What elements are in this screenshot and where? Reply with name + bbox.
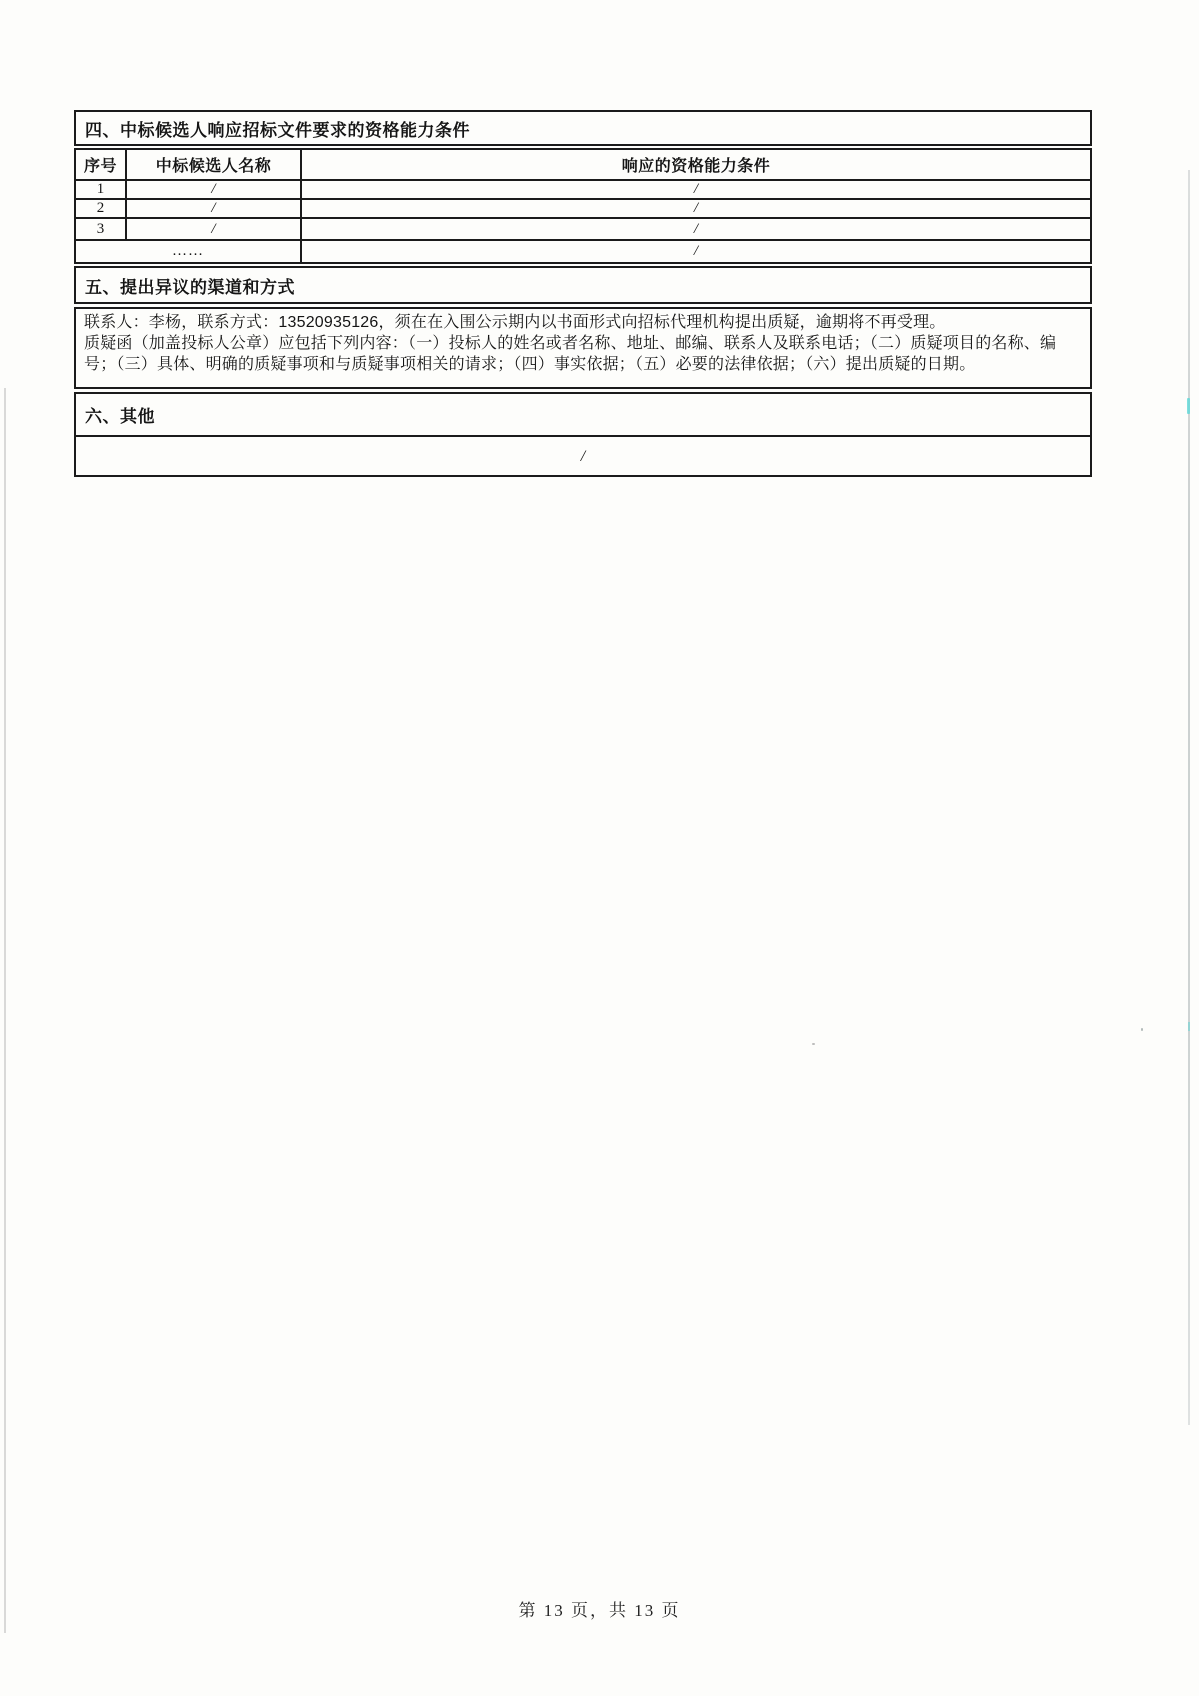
table-row-ellipsis xyxy=(75,240,1091,263)
row-qualification: / xyxy=(301,199,1091,218)
section5-objection-text xyxy=(74,307,1092,389)
row-seq: 3 xyxy=(75,218,126,240)
candidates-table xyxy=(74,148,1092,264)
scan-artifact-cyan-segment xyxy=(1188,1022,1190,1031)
row-qualification: / xyxy=(301,180,1091,199)
table-row xyxy=(75,180,1091,199)
row-seq: 2 xyxy=(75,199,126,218)
page-number-footer: 第 13 页，共 13 页 xyxy=(518,1601,681,1620)
section6-title: 六、其他 xyxy=(76,394,1090,437)
column-header-candidate-name: 中标候选人名称 xyxy=(126,149,301,180)
table-row xyxy=(75,218,1091,240)
row-qualification: / xyxy=(301,240,1091,263)
row-candidate-name: / xyxy=(126,180,301,199)
row-candidate-name: / xyxy=(126,218,301,240)
row-qualification: / xyxy=(301,218,1091,240)
scan-artifact-cyan-segment xyxy=(1187,398,1190,414)
scan-speck xyxy=(812,1043,815,1045)
scan-artifact-line-left xyxy=(4,388,6,1633)
section6-box xyxy=(74,392,1092,477)
column-header-qualification: 响应的资格能力条件 xyxy=(301,149,1091,180)
scan-artifact-line-right xyxy=(1188,170,1190,1425)
row-seq: 1 xyxy=(75,180,126,199)
table-row xyxy=(75,199,1091,218)
row-candidate-name: / xyxy=(126,199,301,218)
section6-value: / xyxy=(580,448,586,465)
scan-speck xyxy=(1141,1028,1143,1031)
section4-title: 四、中标候选人响应招标文件要求的资格能力条件 xyxy=(74,110,1092,146)
contact-line: 联系人：李杨，联系方式：13520935126，须在在入围公示期内以书面形式向招标代理机构提出质疑，逾期将不再受理。 xyxy=(84,314,946,331)
row-ellipsis: …… xyxy=(75,240,301,263)
objection-requirements-line: 质疑函（加盖投标人公章）应包括下列内容：（一）投标人的姓名或者名称、地址、邮编、联系人及联系电话；（二）质疑项目的名称、编号；（三）具体、明确的质疑事项和与质疑事项相关的请求；（四）事实依据；（五）必要的法律依据；（六）提出质疑的日期。 xyxy=(84,335,1057,373)
column-header-seq: 序号 xyxy=(75,149,126,180)
section5-title: 五、提出异议的渠道和方式 xyxy=(74,266,1092,304)
candidates-header-row xyxy=(75,149,1091,180)
